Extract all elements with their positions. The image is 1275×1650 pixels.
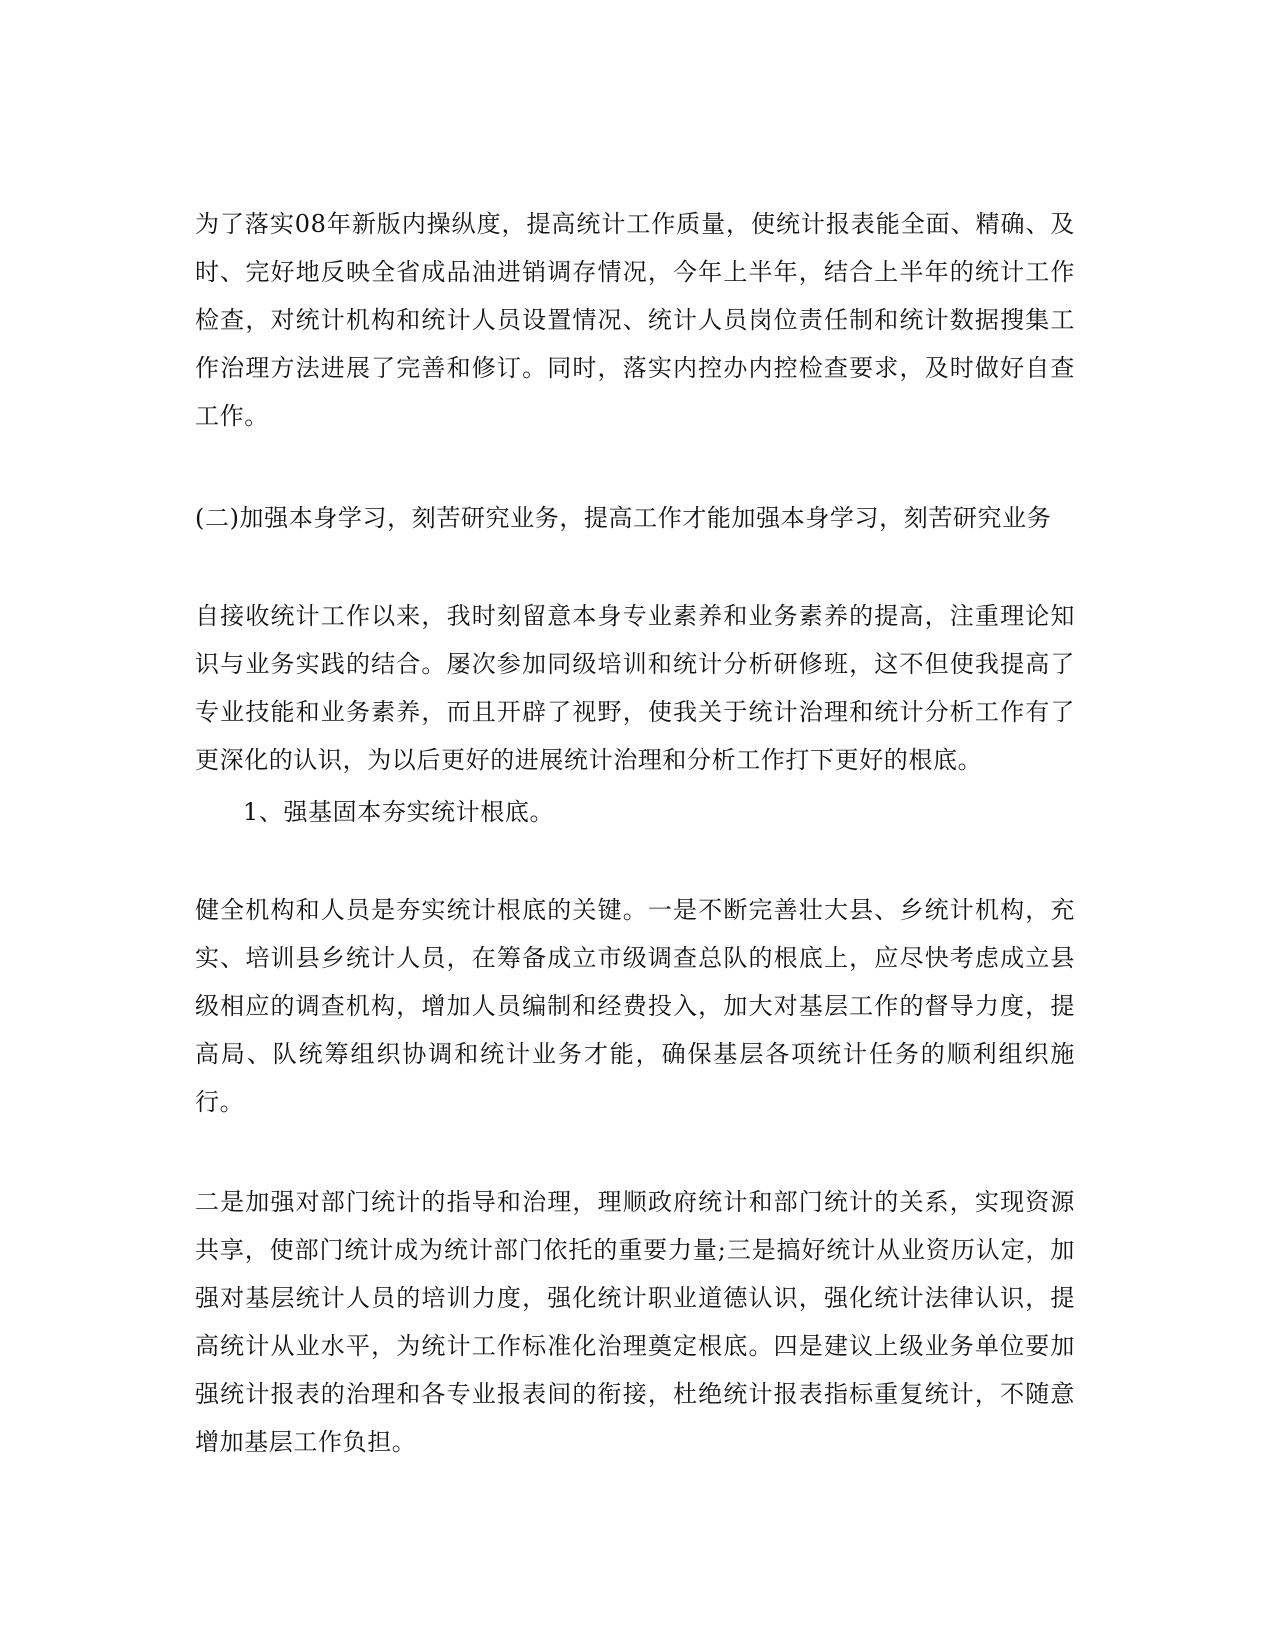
subheading-strengthen-foundation: 1、强基固本夯实统计根底。: [243, 798, 555, 826]
section-heading-self-study: (二)加强本身学习，刻苦研究业务，提高工作才能加强本身学习，刻苦研究业务: [195, 504, 1052, 532]
paragraph-internal-control: 为了落实08年新版内操纵度，提高统计工作质量，使统计报表能全面、精确、及时、完好地反映全省成品油进销调存情况，今年上半年，结合上半年的统计工作检查，对统计机构和统计人员设置情况、统计人员岗位责任制和统计数据搜集工作治理方法进展了完善和修订。同时，落实内控办内控检查要求，及时做好自查工作。: [195, 210, 1075, 430]
paragraph-institutions-personnel: 健全机构和人员是夯实统计根底的关键。一是不断完善壮大县、乡统计机构，充实、培训县乡统计人员，在筹备成立市级调查总队的根底上，应尽快考虑成立县级相应的调查机构，增加人员编制和经费投入，加大对基层工作的督导力度，提高局、队统筹组织协调和统计业务才能，确保基层各项统计任务的顺利组织施行。: [195, 896, 1075, 1116]
paragraph-professional-growth: 自接收统计工作以来，我时刻留意本身专业素养和业务素养的提高，注重理论知识与业务实践的结合。屡次参加同级培训和统计分析研修班，这不但使我提高了专业技能和业务素养，而且开辟了视野，使我关于统计治理和统计分析工作有了更深化的认识，为以后更好的进展统计治理和分析工作打下更好的根底。: [195, 602, 1075, 774]
paragraph-department-statistics: 二是加强对部门统计的指导和治理，理顺政府统计和部门统计的关系，实现资源共享，使部门统计成为统计部门依托的重要力量;三是搞好统计从业资历认定，加强对基层统计人员的培训力度，强化统计职业道德认识，强化统计法律认识，提高统计从业水平，为统计工作标准化治理奠定根底。四是建议上级业务单位要加强统计报表的治理和各专业报表间的衔接，杜绝统计报表指标重复统计，不随意增加基层工作负担。: [195, 1188, 1075, 1456]
